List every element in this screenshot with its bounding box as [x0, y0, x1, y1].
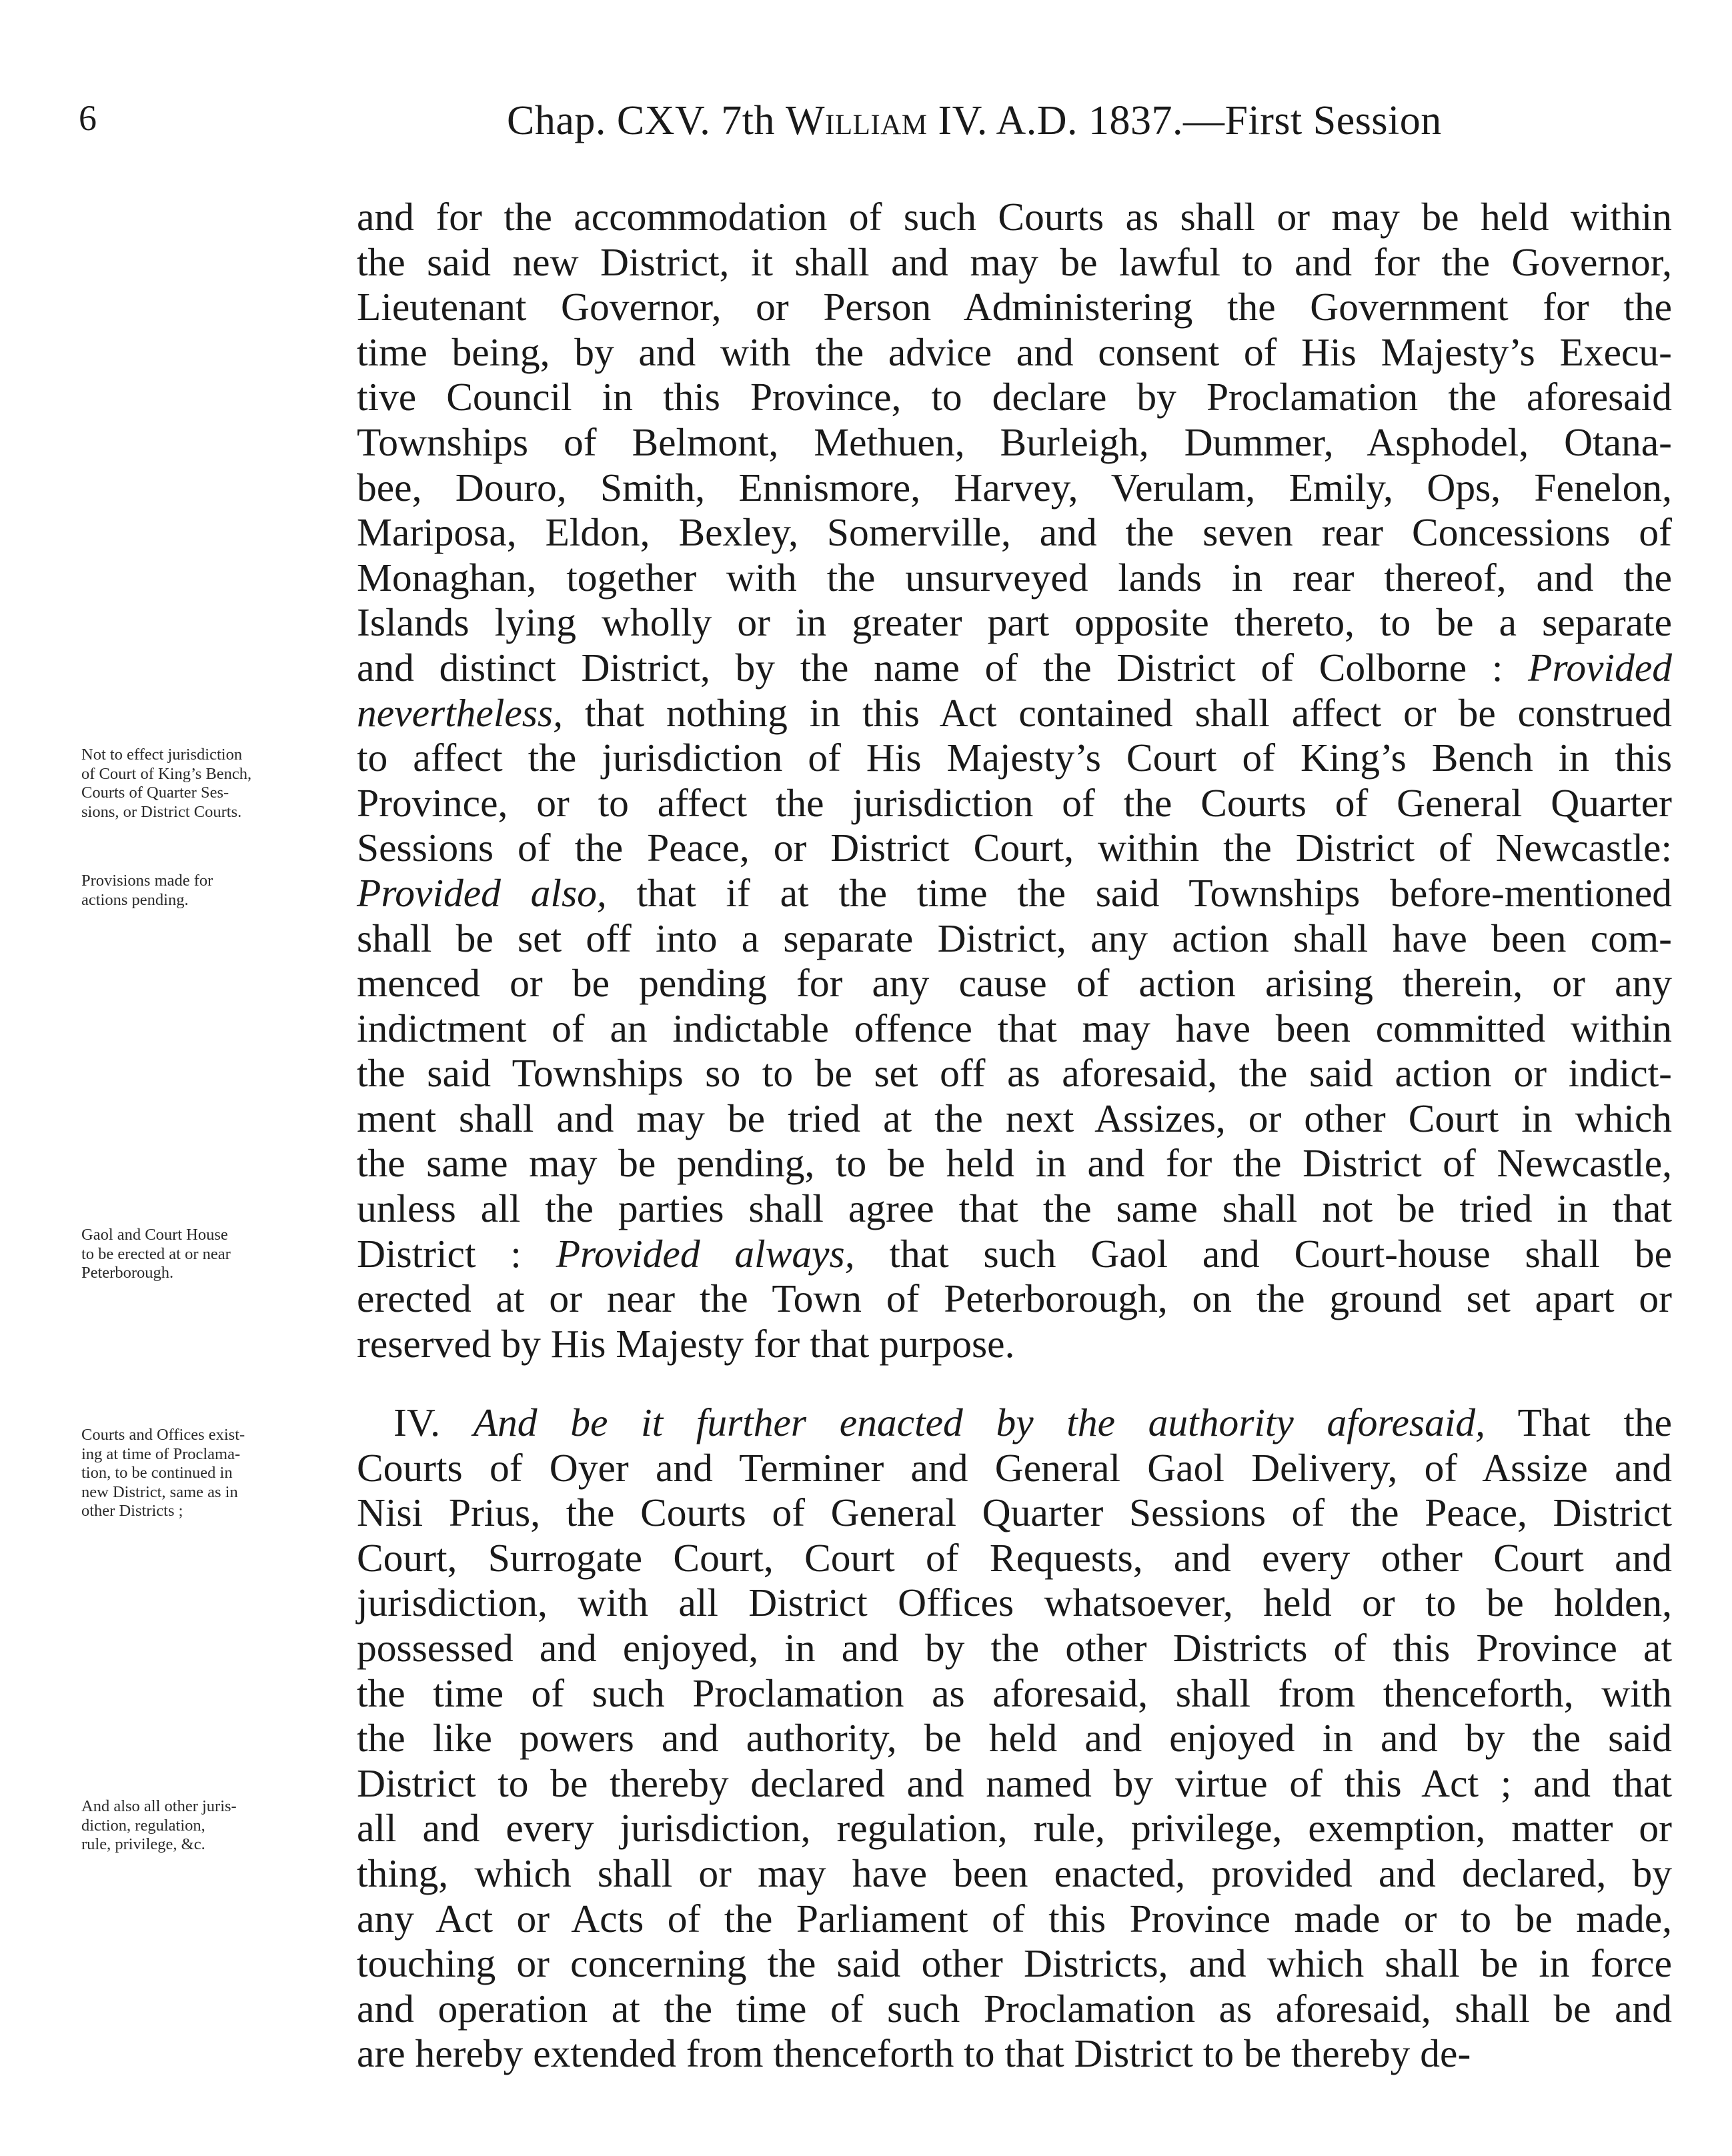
running-head-part: IV. A.D. 1837.—First Session: [927, 98, 1442, 143]
text-line: [357, 871, 1672, 916]
text-segment: And be it further enacted by the authority aforesaid,: [473, 1400, 1485, 1444]
text-segment: unless all the parties shall agree that the same shall not be tried in that: [357, 1186, 1672, 1231]
text-segment: that such Gaol and Court-house shall be: [854, 1231, 1672, 1276]
text-segment: are hereby extended from thenceforth to that District to be thereby de-: [357, 2031, 1471, 2076]
text-segment: thing, which shall or may have been enacted, provided and declared, by: [357, 1851, 1672, 1895]
text-segment: any Act or Acts of the Parliament of this Province made or to be made,: [357, 1896, 1672, 1941]
marginal-note-line: Not to effect jurisdiction: [81, 746, 243, 764]
text-line: [357, 556, 1672, 601]
marginal-note-line: ing at time of Proclama-: [81, 1444, 241, 1463]
text-segment: the time of such Proclamation as aforesaid, shall from thenceforth, with: [357, 1671, 1672, 1715]
paragraph-continuation: [357, 195, 1672, 1366]
text-segment: the said Townships so to be set off as aforesaid, the said action or indict-: [357, 1051, 1672, 1096]
text-segment: to affect the jurisdiction of His Majesty’s Court of King’s Bench in this: [357, 736, 1672, 780]
text-line: [357, 826, 1672, 871]
text-line: [357, 195, 1672, 240]
text-line: [357, 916, 1672, 962]
text-segment: tive Council in this Province, to declare by Proclamation the aforesaid: [357, 375, 1672, 419]
text-segment: and for the accommodation of such Courts as shall or may be held within: [357, 195, 1672, 239]
marginal-note-line: Courts of Quarter Ses-: [81, 784, 229, 802]
text-line: [357, 1051, 1672, 1096]
text-segment: that if at the time the said Townships before-mentioned: [606, 870, 1672, 915]
marginal-note-actions-pending: [81, 872, 340, 910]
marginal-note-line: Gaol and Court House: [81, 1226, 228, 1244]
text-segment: Islands lying wholly or in greater part opposite thereto, to be a separate: [357, 600, 1672, 645]
text-segment: menced or be pending for any cause of action arising therein, or any: [357, 961, 1672, 1006]
text-segment: Provided: [1528, 645, 1672, 690]
text-segment: Province, or to affect the jurisdiction of the Courts of General Quarter: [357, 780, 1672, 825]
text-segment: and distinct District, by the name of the District of Colborne :: [357, 645, 1529, 690]
marginal-note-line: rule, privilege, &c.: [81, 1835, 205, 1853]
text-line: [357, 1186, 1672, 1232]
text-segment: ment shall and may be tried at the next Assizes, or other Court in which: [357, 1096, 1672, 1140]
text-line: [357, 1490, 1672, 1536]
text-segment: bee, Douro, Smith, Ennismore, Harvey, Verulam, Emily, Ops, Fenelon,: [357, 465, 1672, 509]
text-line: [357, 510, 1672, 556]
text-segment: Monaghan, together with the unsurveyed lands in rear thereof, and the: [357, 555, 1672, 600]
text-segment: Townships of Belmont, Methuen, Burleigh, Dummer, Asphodel, Otana-: [357, 419, 1672, 464]
text-line: [357, 736, 1672, 781]
text-line: [357, 1276, 1672, 1322]
text-segment: Provided always,: [556, 1231, 855, 1276]
marginal-note-line: diction, regulation,: [81, 1816, 205, 1835]
text-segment: time being, by and with the advice and consent of His Majesty’s Execu-: [357, 329, 1672, 374]
text-segment: nevertheless,: [357, 690, 563, 735]
text-segment: shall be set off into a separate District, any action shall have been com-: [357, 916, 1672, 960]
text-segment: indictment of an indictable offence that may have been committed within: [357, 1006, 1672, 1050]
page-number: 6: [79, 98, 97, 138]
text-segment: Provided also,: [357, 870, 607, 915]
marginal-note-line: to be erected at or near: [81, 1244, 231, 1263]
text-segment: jurisdiction, with all District Offices whatsoever, held or to be holden,: [357, 1580, 1672, 1625]
text-segment: the like powers and authority, be held and enjoyed in and by the said: [357, 1716, 1672, 1761]
text-segment: District to be thereby declared and named by virtue of this Act ; and that: [357, 1761, 1672, 1805]
text-segment: all and every jurisdiction, regulation, rule, privilege, exemption, matter or: [357, 1806, 1672, 1851]
text-line: [357, 2031, 1672, 2077]
text-line: [357, 1626, 1672, 1671]
text-segment: touching or concerning the said other Districts, and which shall be in force: [357, 1941, 1672, 1986]
text-segment: Sessions of the Peace, or District Court, within the District of Newcastle:: [357, 826, 1672, 870]
text-line: [357, 375, 1672, 420]
text-line: [357, 420, 1672, 465]
marginal-note-line: new District, same as in: [81, 1482, 238, 1501]
marginal-note-line: other Districts ;: [81, 1502, 183, 1520]
text-segment: and operation at the time of such Proclamation as aforesaid, shall be and: [357, 1986, 1672, 2031]
text-line: [357, 1580, 1672, 1626]
text-line: [357, 1322, 1672, 1367]
text-segment: Courts of Oyer and Terminer and General Gaol Delivery, of Assize and: [357, 1445, 1672, 1490]
text-line: [357, 330, 1672, 375]
text-segment: the said new District, it shall and may be lawful to and for the Governor,: [357, 239, 1672, 284]
text-segment: Court, Surrogate Court, Court of Requests, and every other Court and: [357, 1535, 1672, 1580]
text-segment: Mariposa, Eldon, Bexley, Somerville, and the seven rear Concessions of: [357, 510, 1672, 555]
text-line: [357, 1897, 1672, 1942]
text-line: [357, 1671, 1672, 1717]
marginal-note-line: tion, to be continued in: [81, 1464, 233, 1482]
text-line: [357, 1987, 1672, 2032]
text-segment: erected at or near the Town of Peterborough, on the ground set apart or: [357, 1276, 1672, 1321]
marginal-note-line: of Court of King’s Bench,: [81, 764, 252, 783]
marginal-note-line: actions pending.: [81, 890, 189, 909]
text-line: [357, 465, 1672, 511]
text-segment: Lieutenant Governor, or Person Administering the Government for the: [357, 285, 1672, 329]
text-segment: IV.: [393, 1400, 474, 1444]
running-head-part: William: [786, 98, 928, 143]
marginal-note-line: Provisions made for: [81, 872, 213, 890]
text-segment: that nothing in this Act contained shall affect or be construed: [562, 690, 1672, 735]
text-line: [357, 1761, 1672, 1807]
text-line: [357, 1006, 1672, 1052]
text-segment: possessed and enjoyed, in and by the other Districts of this Province at: [357, 1625, 1672, 1670]
marginal-note-courts-offices: [81, 1426, 340, 1521]
marginal-note-gaol-court-house: [81, 1226, 340, 1283]
text-segment: District :: [357, 1231, 556, 1276]
text-line: [357, 646, 1672, 691]
text-line: [357, 691, 1672, 736]
text-segment: That the: [1485, 1400, 1673, 1444]
text-line: [357, 961, 1672, 1006]
running-head: [507, 100, 1442, 141]
text-line: [357, 1941, 1672, 1987]
text-line: [357, 1446, 1672, 1491]
text-line: [357, 781, 1672, 826]
text-line: [357, 1096, 1672, 1142]
marginal-note-jurisdiction: [81, 746, 340, 822]
text-line: [357, 240, 1672, 285]
text-line: [357, 285, 1672, 330]
text-line: [357, 1716, 1672, 1761]
text-line: [357, 1232, 1672, 1277]
text-line: [357, 600, 1672, 646]
text-line: [357, 1536, 1672, 1581]
text-segment: the same may be pending, to be held in and for the District of Newcastle,: [357, 1141, 1672, 1186]
marginal-note-line: Peterborough.: [81, 1264, 174, 1282]
text-line: [357, 1400, 1672, 1446]
marginal-note-line: sions, or District Courts.: [81, 802, 242, 821]
marginal-note-line: Courts and Offices exist-: [81, 1426, 245, 1444]
running-head-part: Chap. CXV. 7th: [507, 98, 786, 143]
text-line: [357, 1806, 1672, 1851]
paragraph-section-iv: [357, 1400, 1672, 2077]
text-line: [357, 1141, 1672, 1186]
text-segment: Nisi Prius, the Courts of General Quarter Sessions of the Peace, District: [357, 1490, 1672, 1535]
text-line: [357, 1851, 1672, 1897]
text-segment: reserved by His Majesty for that purpose.: [357, 1321, 1015, 1366]
marginal-note-other-jurisdiction: [81, 1797, 340, 1855]
marginal-note-line: And also all other juris-: [81, 1797, 237, 1815]
